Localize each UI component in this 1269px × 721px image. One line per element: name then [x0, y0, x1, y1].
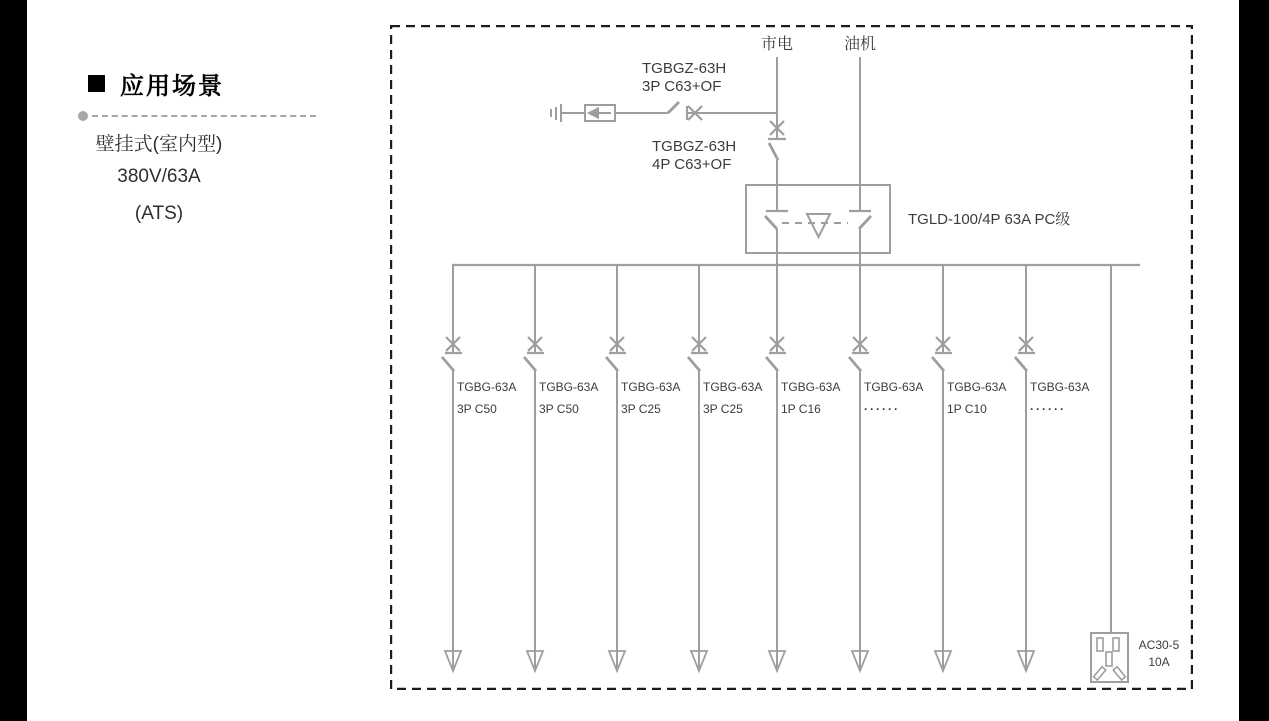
main-breaker-spec: 4P C63+OF [652, 156, 732, 173]
branch-label-3: TGBG-63A 3P C25 [621, 380, 681, 416]
socket-label [1130, 637, 1188, 671]
branch-breaker-icon-2 [524, 265, 544, 671]
dashed-rule [92, 115, 316, 117]
branch-label-1: TGBG-63A 3P C50 [457, 380, 517, 416]
rule-dot-icon [78, 111, 88, 121]
branch-breaker-icon-6 [849, 265, 869, 671]
single-line-diagram [390, 25, 1193, 690]
spd-arrester-icon [585, 105, 615, 121]
socket-icon [1091, 633, 1128, 682]
section-title-text: 应用场景 [120, 73, 224, 100]
ats-label: TGLD-100/4P 63A PC级 [908, 211, 1071, 228]
socket-rating: 10A [1148, 655, 1170, 669]
spd-breaker-spec: 3P C63+OF [642, 78, 722, 95]
spd-breaker-label [642, 60, 726, 96]
section-bullet-icon [88, 75, 105, 92]
branch-breaker-icon-7 [932, 265, 952, 671]
mains-source-label: 市电 [760, 36, 793, 53]
generator-source-label: 油机 [843, 36, 876, 53]
branch-label-6: TGBG-63A ······ [864, 380, 924, 416]
branch-breaker-icon-5 [766, 265, 786, 671]
socket-model: AC30-5 [1138, 638, 1180, 652]
spec-mounting: 壁挂式(室内型) [95, 134, 223, 155]
branch-label-5: TGBG-63A 1P C16 [781, 380, 841, 416]
spec-voltage-rating: 380V/63A [117, 166, 201, 187]
main-breaker-model: TGBGZ-63H [652, 138, 737, 155]
spd-breaker-icon [615, 102, 777, 120]
branch-breaker-icon-4 [688, 265, 708, 671]
branch-breaker-icon-8 [1015, 265, 1035, 671]
right-black-bar [1239, 0, 1269, 721]
branch-label-2: TGBG-63A 3P C50 [539, 380, 599, 416]
branch-label-8: TGBG-63A ······ [1030, 380, 1090, 416]
section-title [88, 66, 224, 101]
main-breaker-label [652, 138, 736, 174]
left-black-bar [0, 0, 27, 721]
branch-label-7: TGBG-63A 1P C10 [947, 380, 1007, 416]
branch-label-4: TGBG-63A 3P C25 [703, 380, 763, 416]
branch-breaker-icon-1 [442, 265, 462, 671]
spd-earth-icon [551, 104, 585, 122]
diagram-dashed-border [391, 26, 1192, 689]
diagram-svg [390, 25, 1193, 690]
spec-ats-type: (ATS) [134, 203, 184, 224]
branch-breaker-icon-3 [606, 265, 626, 671]
spd-breaker-model: TGBGZ-63H [642, 60, 727, 77]
